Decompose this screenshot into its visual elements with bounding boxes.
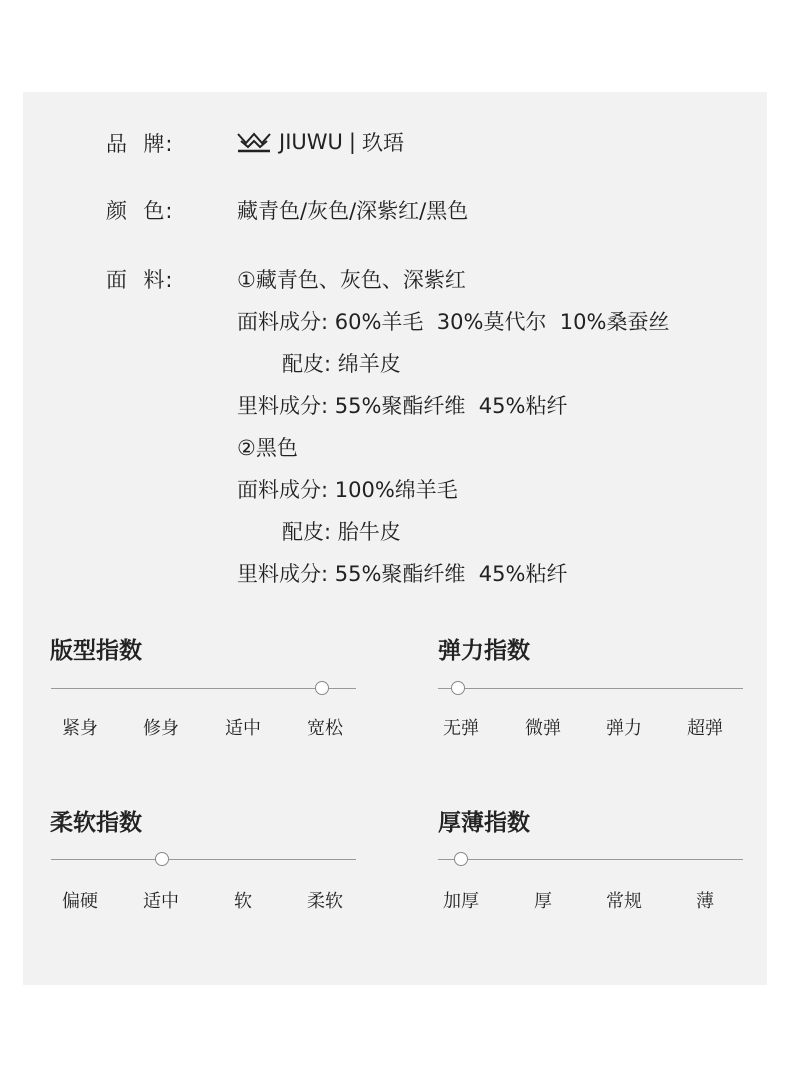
fabric-line: 里料成分: 55%聚酯纤维 45%粘纤 bbox=[237, 562, 568, 586]
elasticity-index-title: 弹力指数 bbox=[438, 638, 530, 664]
thickness-index-title: 厚薄指数 bbox=[438, 810, 530, 836]
thickness-index-marker bbox=[454, 852, 468, 866]
brand-separator: | bbox=[348, 130, 356, 154]
elasticity-index-track bbox=[438, 688, 743, 689]
fabric-line: 配皮: 绵羊皮 bbox=[282, 352, 401, 376]
elasticity-option: 无弹 bbox=[443, 718, 479, 739]
elasticity-option: 超弹 bbox=[687, 718, 723, 739]
crown-logo-icon bbox=[237, 131, 271, 153]
fabric-line: 配皮: 胎牛皮 bbox=[282, 520, 401, 544]
brand-label: 品 牌: bbox=[106, 132, 174, 156]
color-value: 藏青色/灰色/深紫红/黑色 bbox=[237, 199, 469, 223]
softness-option: 软 bbox=[234, 891, 252, 912]
elasticity-option: 弹力 bbox=[606, 718, 642, 739]
fabric-label: 面 料: bbox=[106, 268, 174, 292]
elasticity-option: 微弹 bbox=[525, 718, 561, 739]
softness-index-title: 柔软指数 bbox=[50, 810, 142, 836]
fabric-line: ①藏青色、灰色、深紫红 bbox=[237, 268, 466, 292]
fabric-line: 面料成分: 60%羊毛 30%莫代尔 10%桑蚕丝 bbox=[237, 310, 670, 334]
fabric-line: 里料成分: 55%聚酯纤维 45%粘纤 bbox=[237, 394, 568, 418]
brand-chinese-name: 玖珸 bbox=[361, 131, 404, 155]
brand-logo bbox=[237, 128, 404, 156]
fabric-line: ②黑色 bbox=[237, 436, 298, 460]
softness-option: 偏硬 bbox=[62, 891, 98, 912]
fit-option: 适中 bbox=[225, 718, 261, 739]
brand-name: JIUWU bbox=[279, 130, 343, 154]
softness-option: 适中 bbox=[143, 891, 179, 912]
thickness-option: 常规 bbox=[606, 891, 642, 912]
color-label: 颜 色: bbox=[106, 199, 174, 223]
fit-option: 紧身 bbox=[62, 718, 98, 739]
thickness-option: 加厚 bbox=[443, 891, 479, 912]
fit-option: 宽松 bbox=[307, 718, 343, 739]
thickness-option: 厚 bbox=[534, 891, 552, 912]
softness-option: 柔软 bbox=[307, 891, 343, 912]
fit-option: 修身 bbox=[143, 718, 179, 739]
fabric-line: 面料成分: 100%绵羊毛 bbox=[237, 478, 458, 502]
thickness-option: 薄 bbox=[696, 891, 714, 912]
fit-index-track bbox=[51, 688, 356, 689]
softness-index-track bbox=[51, 859, 356, 860]
fit-index-title: 版型指数 bbox=[50, 638, 142, 664]
elasticity-index-marker bbox=[451, 681, 465, 695]
thickness-index-track bbox=[438, 859, 743, 860]
